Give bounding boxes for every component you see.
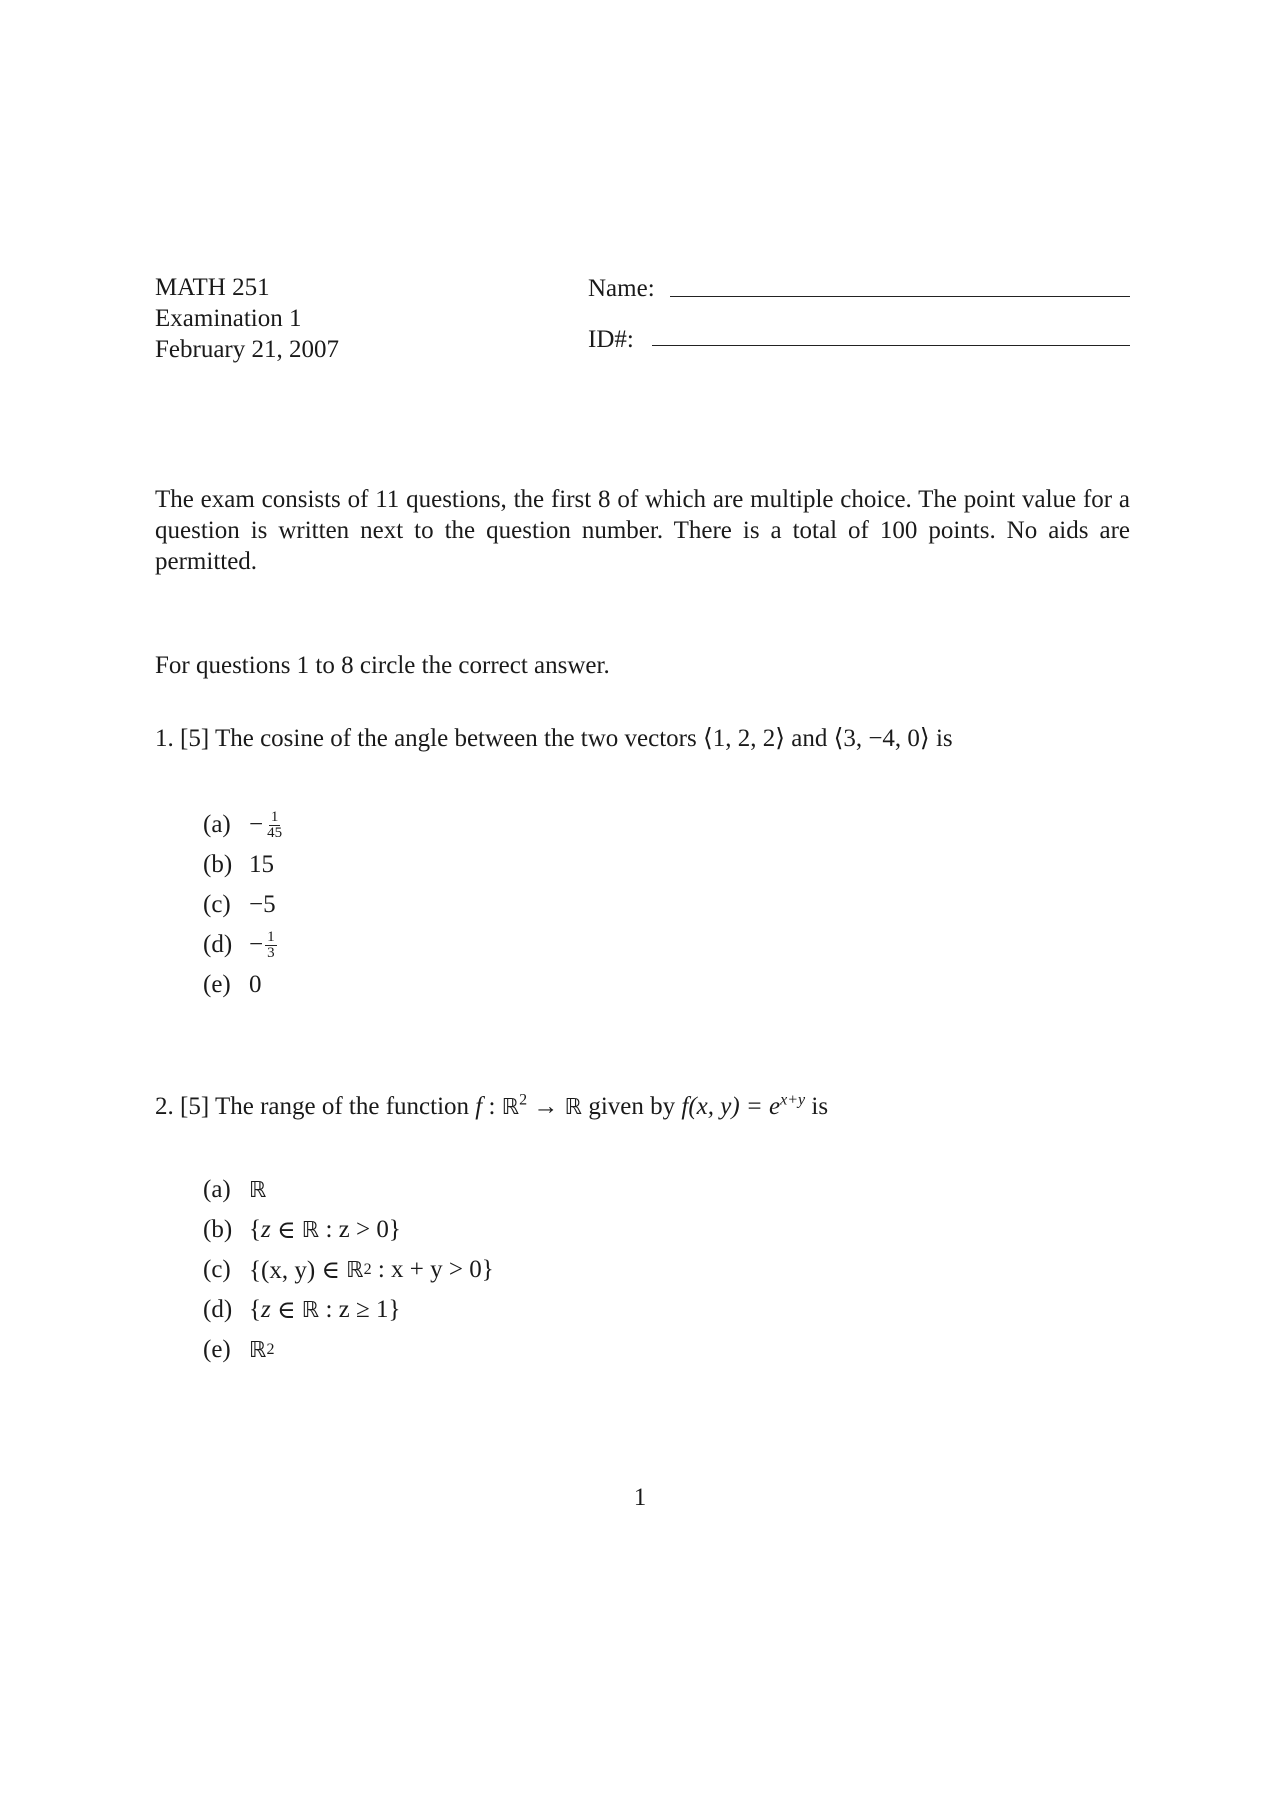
question-1-number: 1. (155, 725, 174, 752)
question-2-text: The range of the function (214, 1093, 470, 1120)
option-1d[interactable] (203, 925, 284, 965)
set-condition: : x + y > 0} (371, 1256, 494, 1283)
option-label: (b) (203, 851, 233, 878)
exponent: 2 (519, 1091, 528, 1109)
option-2b[interactable] (203, 1210, 494, 1250)
option-value: 0 (249, 971, 262, 998)
option-label: (b) (203, 1216, 233, 1243)
option-label: (e) (203, 971, 231, 998)
mc-instruction: For questions 1 to 8 circle the correct answer. (155, 652, 610, 679)
option-2e[interactable]: (e) ℝ 2 (203, 1336, 275, 1363)
element-of: ∈ (270, 1297, 302, 1324)
option-label: (a) (203, 1176, 231, 1203)
option-2c[interactable]: (c) {(x, y) ∈ ℝ 2 : x + y > 0} (203, 1256, 494, 1284)
course-title: MATH 251 (155, 274, 270, 301)
variable: z (261, 1296, 271, 1323)
question-2-text-end: is (811, 1093, 829, 1120)
question-2-points: [5] (180, 1093, 210, 1120)
fraction-denominator: 3 (267, 944, 275, 961)
option-label: (a) (203, 811, 231, 838)
option-1a[interactable] (203, 805, 284, 845)
set-open: { (249, 1216, 261, 1243)
option-label: (d) (203, 931, 233, 958)
arrow-icon: → (533, 1093, 559, 1120)
minus-sign: − (249, 931, 264, 958)
question-2-text-mid: given by (588, 1093, 676, 1120)
exam-instructions: The exam consists of 11 questions, the first 8 of which are multiple choice. The point value for a question is written next to the question number. There is a total of 100 points. No aids are permitted. (155, 486, 1130, 575)
element-of: ∈ (270, 1217, 302, 1244)
fraction (265, 930, 277, 961)
exam-title: Examination 1 (155, 305, 302, 332)
fraction-numerator: 1 (267, 928, 275, 945)
option-value: −5 (249, 891, 276, 918)
option-2a[interactable] (203, 1170, 494, 1210)
question-1-options (203, 805, 284, 1005)
reals-symbol: ℝ (501, 1095, 520, 1120)
reals-symbol: ℝ (301, 1217, 320, 1243)
reals-symbol: ℝ (346, 1257, 364, 1283)
question-1-points: [5] (180, 725, 210, 752)
option-1b[interactable] (203, 845, 284, 885)
question-2-options (203, 1170, 494, 1370)
option-1c[interactable] (203, 885, 284, 925)
option-label: (e) (203, 1336, 231, 1363)
function-name: f (475, 1093, 483, 1120)
page-number: 1 (633, 1484, 647, 1511)
option-2d[interactable] (203, 1290, 494, 1330)
question-2-number: 2. (155, 1093, 174, 1120)
set-open: { (249, 1296, 261, 1323)
fraction (265, 810, 284, 841)
minus-sign: − (249, 811, 264, 838)
option-label: (c) (203, 891, 231, 918)
question-1-text: The cosine of the angle between the two vectors ⟨1, 2, 2⟩ and ⟨3, −4, 0⟩ is (214, 725, 953, 752)
euler-e: e (769, 1093, 781, 1120)
option-value: 15 (249, 851, 274, 878)
name-label: Name: (588, 275, 655, 302)
fraction-denominator: 45 (267, 824, 283, 841)
set-condition: : z ≥ 1} (319, 1296, 401, 1323)
function-expression: f(x, y) = (681, 1093, 763, 1120)
question-2 (155, 1091, 828, 1123)
option-label: (c) (203, 1256, 231, 1283)
reals-symbol: ℝ (249, 1177, 267, 1203)
reals-symbol: ℝ (564, 1095, 583, 1120)
colon: : (488, 1093, 496, 1120)
set-condition: : z > 0} (319, 1216, 401, 1243)
id-label: ID#: (588, 326, 634, 353)
name-field-line[interactable] (670, 296, 1130, 297)
option-1e[interactable] (203, 965, 284, 1005)
set-open: {(x, y) ∈ (249, 1257, 347, 1284)
exponent: x+y (780, 1091, 806, 1109)
option-label: (d) (203, 1296, 233, 1323)
reals-symbol: ℝ (249, 1337, 267, 1363)
reals-symbol: ℝ (301, 1297, 320, 1323)
variable: z (261, 1216, 271, 1243)
fraction-numerator: 1 (270, 808, 279, 825)
exam-date: February 21, 2007 (155, 336, 339, 363)
id-field-line[interactable] (652, 345, 1130, 346)
question-1 (155, 723, 953, 754)
